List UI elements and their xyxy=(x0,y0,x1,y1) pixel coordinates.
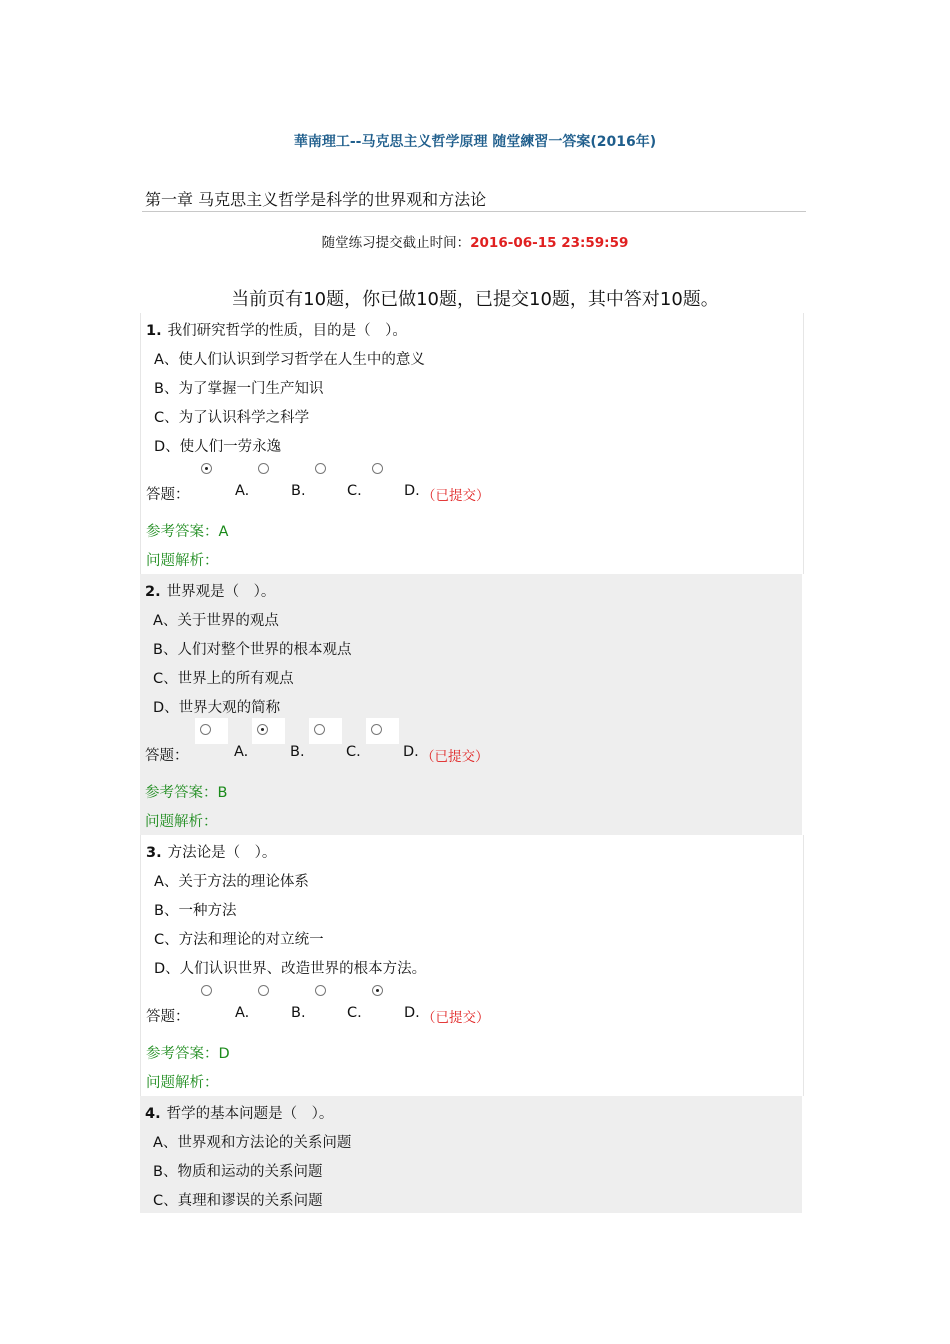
question-card xyxy=(140,835,804,1096)
question-text: 哲学的基本问题是（ ）。 xyxy=(166,1106,334,1122)
question-text: 方法论是（ ）。 xyxy=(167,845,277,861)
question-number: 1. xyxy=(146,323,162,339)
submitted-status: （已提交） xyxy=(421,749,489,765)
question-stem xyxy=(145,580,275,601)
question-stem xyxy=(146,319,407,340)
document-title: 華南理工--马克思主义哲学原理 随堂練習一答案(2016年) xyxy=(293,134,657,150)
question-stem xyxy=(145,1102,333,1123)
question-text: 世界观是（ ）。 xyxy=(166,584,276,600)
progress-summary: 当前页有10题，你已做10题，已提交10题，其中答对10题。 xyxy=(231,289,719,310)
analysis-label: 问题解析： xyxy=(145,814,218,830)
radio-c[interactable] xyxy=(314,724,325,735)
question-stem xyxy=(146,841,276,862)
reference-label: 参考答案： xyxy=(146,524,219,540)
reference-answer xyxy=(146,520,228,541)
option-c: C、世界上的所有观点 xyxy=(153,671,294,687)
question-card xyxy=(140,313,804,574)
letter-c: C. xyxy=(347,1005,362,1021)
submitted-status: （已提交） xyxy=(422,1010,490,1026)
option-b: B、人们对整个世界的根本观点 xyxy=(153,642,352,658)
option-a: A、世界观和方法论的关系问题 xyxy=(153,1135,352,1151)
letter-a: A. xyxy=(234,744,249,760)
reference-label: 参考答案： xyxy=(146,1046,219,1062)
letter-d: D. xyxy=(404,483,420,499)
chapter-divider xyxy=(142,211,806,212)
reference-value: A xyxy=(218,524,229,540)
letter-d: D. xyxy=(403,744,419,760)
reference-value: D xyxy=(218,1046,230,1062)
reference-answer xyxy=(146,1042,230,1063)
letter-a: A. xyxy=(235,1005,250,1021)
option-b: B、一种方法 xyxy=(154,903,237,919)
letter-b: B. xyxy=(291,483,306,499)
letter-a: A. xyxy=(235,483,250,499)
radio-c[interactable] xyxy=(315,985,326,996)
option-c: C、为了认识科学之科学 xyxy=(154,410,310,426)
submitted-status: （已提交） xyxy=(422,488,490,504)
letter-b: B. xyxy=(290,744,305,760)
chapter-title: 第一章 马克思主义哲学是科学的世界观和方法论 xyxy=(145,190,487,209)
answer-label: 答题： xyxy=(146,487,190,503)
radio-b[interactable] xyxy=(258,463,269,474)
analysis-label: 问题解析： xyxy=(146,1075,219,1091)
reference-answer xyxy=(145,781,227,802)
letter-d: D. xyxy=(404,1005,420,1021)
radio-d[interactable] xyxy=(372,985,383,996)
radio-c[interactable] xyxy=(315,463,326,474)
analysis-label: 问题解析： xyxy=(146,553,219,569)
answer-label: 答题： xyxy=(146,1009,190,1025)
option-d: D、使人们一劳永逸 xyxy=(154,439,282,455)
option-d: D、人们认识世界、改造世界的根本方法。 xyxy=(154,961,427,977)
option-c: C、方法和理论的对立统一 xyxy=(154,932,324,948)
question-number: 3. xyxy=(146,845,162,861)
deadline-label: 随堂练习提交截止时间： xyxy=(321,235,471,251)
letter-c: C. xyxy=(346,744,361,760)
radio-a[interactable] xyxy=(200,724,211,735)
question-number: 2. xyxy=(145,584,161,600)
radio-d[interactable] xyxy=(372,463,383,474)
option-b: B、物质和运动的关系问题 xyxy=(153,1164,323,1180)
deadline-value: 2016-06-15 23:59:59 xyxy=(470,235,629,251)
option-a: A、使人们认识到学习哲学在人生中的意义 xyxy=(154,352,425,368)
radio-a[interactable] xyxy=(201,985,212,996)
option-a: A、关于世界的观点 xyxy=(153,613,279,629)
question-text: 我们研究哲学的性质，目的是（ ）。 xyxy=(167,323,407,339)
radio-b[interactable] xyxy=(257,724,268,735)
reference-label: 参考答案： xyxy=(145,785,218,801)
question-number: 4. xyxy=(145,1106,161,1122)
reference-value: B xyxy=(217,785,228,801)
letter-c: C. xyxy=(347,483,362,499)
radio-a[interactable] xyxy=(201,463,212,474)
radio-d[interactable] xyxy=(371,724,382,735)
option-a: A、关于方法的理论体系 xyxy=(154,874,309,890)
radio-b[interactable] xyxy=(258,985,269,996)
answer-label: 答题： xyxy=(145,748,189,764)
question-card xyxy=(140,1096,802,1213)
deadline-line xyxy=(0,231,950,251)
option-c: C、真理和谬误的关系问题 xyxy=(153,1193,323,1209)
option-d: D、世界大观的简称 xyxy=(153,700,281,716)
option-b: B、为了掌握一门生产知识 xyxy=(154,381,324,397)
letter-b: B. xyxy=(291,1005,306,1021)
question-card xyxy=(140,574,802,835)
